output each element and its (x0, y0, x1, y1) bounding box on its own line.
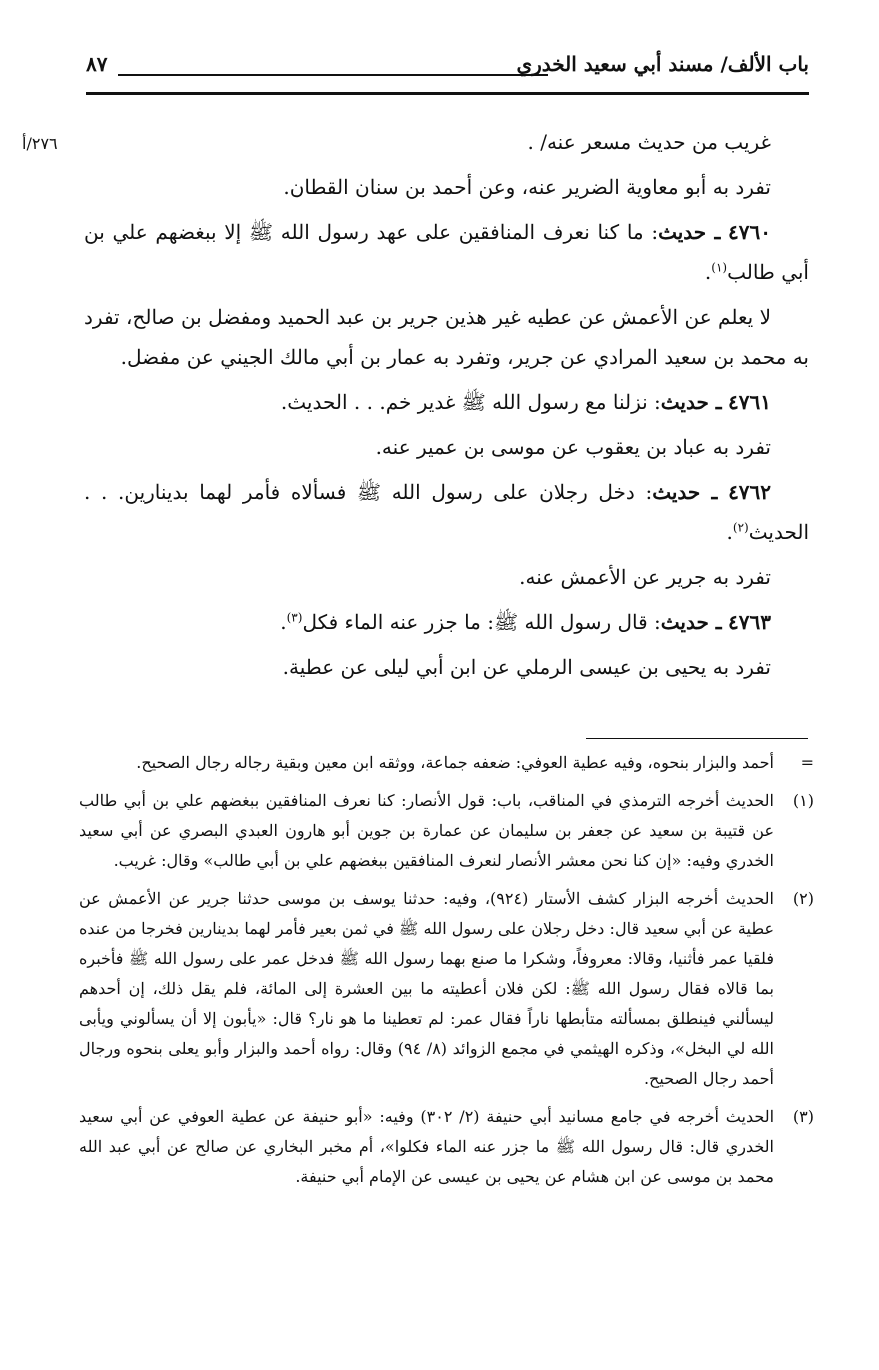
paragraph (84, 557, 809, 597)
manuscript-folio-note: ٢٧٦/أ (22, 134, 58, 153)
hadith-text: : دخل رجلان على رسول الله ﷺ فسألاه فأمر لهما بدينارين. . . الحديث (84, 480, 809, 544)
paragraph-text: تفرد به يحيى بن عيسى الرملي عن ابن أبي ليلى عن عطية. (282, 655, 771, 679)
footnote-text: الحديث أخرجه البزار كشف الأستار (٩٢٤)، وفيه: حدثنا يوسف بن موسى حدثنا جرير عن الأعمش عن عطية عن أبي سعيد قال: دخل رجلان على رسول الله ﷺ في ثمن بعير فأمر لهما بدينارين فخرجا من عنده فلقيا عمر فأثنيا، وقالا: معروفاً، وشكرا ما صنع بهما رسول الله ﷺ فدخل عمر على رسول الله ﷺ فأخبره بما قالاه فقال رسول الله ﷺ: لكن فلان أعطيته ما بين العشرة إلى المائة، فلم يقل ذلك، إن أحدهم ليسألني فينطلق بمسألته متأبطها ناراً فقال عمر: لم تعطينا ما هو نار؟ قال: «يأبون إلا أن يسألوني ويأبى الله لي البخل»، وذكره الهيثمي في مجمع الزوائد (٨/ ٩٤) وقال: رواه أحمد والبزار وأبو يعلى بنحوه ورجال أحمد رجال الصحيح. (79, 889, 775, 1088)
hadith-entry (84, 472, 809, 552)
paragraph-text: لا يعلم عن الأعمش عن عطيه غير هذين جرير بن عبد الحميد ومفضل بن صالح، تفرد به محمد بن سعيد المرادي عن جرير، وتفرد به عمار بن أبي مالك الجيني عن مفضل. (84, 305, 809, 369)
hadith-entry (84, 382, 809, 422)
hadith-text: : نزلنا مع رسول الله ﷺ غدير خم. . . الحديث. (280, 390, 661, 414)
hadith-tail: . (280, 610, 287, 634)
footnote-ref: (٢) (732, 520, 749, 535)
footnote-mark: (١) (792, 791, 814, 810)
footnote (79, 884, 814, 1094)
footnote (79, 786, 814, 876)
hadith-number: ٤٧٦١ (728, 390, 771, 414)
main-text (84, 122, 809, 692)
hadith-label: ـ حديث (660, 390, 722, 414)
footnote-text: أحمد والبزار بنحوه، وفيه عطية العوفي: ضعفه جماعة، ووثقه ابن معين وبقية رجاله رجال الصحيح. (136, 753, 774, 772)
hadith-number: ٤٧٦٠ (728, 220, 772, 244)
paragraph-text: تفرد به أبو معاوية الضرير عنه، وعن أحمد بن سنان القطان. (283, 175, 771, 199)
footnote-text: الحديث أخرجه في جامع مسانيد أبي حنيفة (٢/ ٣٠٢) وفيه: «أبو حنيفة عن عطية العوفي عن أبي سعيد الخدري قال: قال رسول الله ﷺ ما جزر عنه الماء فكلوا»، أم مخبر البخاري عن صالح عن أبي عبد الله محمد بن موسى عن ابن هشام عن يحيى بن عيسى عن الإمام أبي حنيفة. (79, 1107, 775, 1186)
paragraph (84, 297, 809, 377)
footnote (79, 748, 814, 778)
page-number: ٨٧ (86, 52, 108, 76)
hadith-entry (84, 212, 809, 292)
footnote-mark: = (800, 753, 814, 772)
paragraph (84, 122, 809, 162)
paragraph (84, 427, 809, 467)
running-header-title: باب الألف/ مسند أبي سعيد الخدري (516, 52, 809, 76)
header-rule (86, 92, 809, 95)
hadith-tail: . (704, 260, 712, 284)
hadith-entry (84, 602, 809, 642)
hadith-label: ـ حديث (660, 610, 722, 634)
paragraph-text: تفرد به جرير عن الأعمش عنه. (519, 565, 771, 589)
paragraph (84, 167, 809, 207)
paragraph (84, 647, 809, 687)
footnote-text: الحديث أخرجه الترمذي في المناقب، باب: قول الأنصار: كنا نعرف المنافقين ببغضهم علي بن أبي طالب عن قتيبة بن سعيد عن جعفر بن سليمان عن عمارة بن جوين أبو هارون العبدي البصري عن أبي سعيد الخدري وفيه: «إن كنا نحن معشر الأنصار لنعرف المنافقين ببغضهم علي بن أبي طالب» وقال: غريب. (79, 791, 774, 870)
paragraph-text: غريب من حديث مسعر عنه/ . (527, 130, 771, 154)
hadith-number: ٤٧٦٢ (728, 480, 772, 504)
paragraph-text: تفرد به عباد بن يعقوب عن موسى بن عمير عنه. (375, 435, 771, 459)
footnotes (79, 748, 814, 1200)
footnote (79, 1102, 814, 1192)
hadith-tail: . (726, 520, 733, 544)
hadith-text: : ما كنا نعرف المنافقين على عهد رسول الله ﷺ إلا ببغضهم علي بن أبي طالب (84, 220, 809, 284)
hadith-number: ٤٧٦٣ (728, 610, 771, 634)
header-dash-line (118, 74, 548, 76)
footnote-mark: (٣) (792, 1107, 814, 1126)
footnote-ref: (٣) (286, 610, 303, 625)
hadith-label: ـ حديث (658, 220, 721, 244)
hadith-text: : قال رسول الله ﷺ: ما جزر عنه الماء فكل (302, 610, 661, 634)
footnote-mark: (٢) (792, 889, 814, 908)
footnote-separator (586, 738, 808, 739)
hadith-label: ـ حديث (652, 480, 718, 504)
footnote-ref: (١) (711, 260, 728, 275)
